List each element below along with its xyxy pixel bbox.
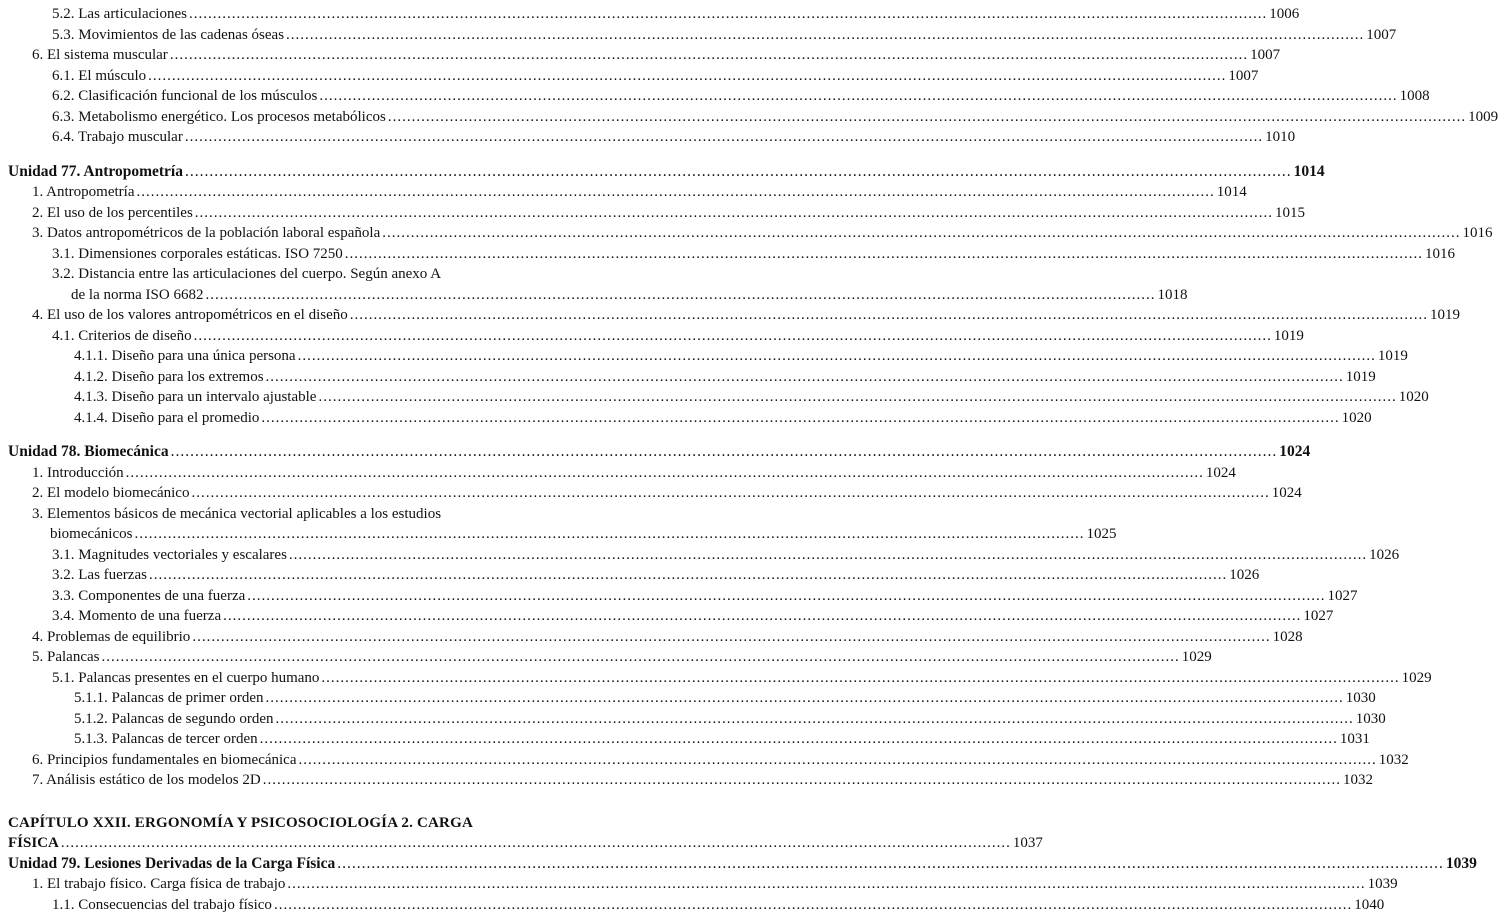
spacer — [0, 428, 600, 442]
page-number: 1028 — [1273, 627, 1303, 648]
dot-leader — [345, 244, 1423, 265]
page-number: 1007 — [1228, 66, 1258, 87]
page-number: 1007 — [1250, 45, 1280, 66]
dot-leader — [136, 182, 1214, 203]
dot-leader: ........................................................................................................................................................................................................ — [205, 285, 1155, 306]
toc-entry — [0, 66, 600, 87]
dot-leader — [195, 203, 1273, 224]
page-number: 1029 — [1402, 668, 1432, 689]
entry-label: 1. El trabajo físico. Carga física de trabajo — [32, 874, 285, 895]
toc-entry — [0, 586, 600, 607]
page-number: 1026 — [1369, 545, 1399, 566]
entry-label: 3.4. Momento de una fuerza — [52, 606, 221, 627]
entry-label-line2: biomecánicos — [50, 524, 132, 545]
dot-leader — [321, 668, 1399, 689]
table-of-contents — [0, 4, 600, 915]
page-number: 1027 — [1328, 586, 1358, 607]
page-number: 1019 — [1430, 305, 1460, 326]
entry-label: 5.1.3. Palancas de tercer orden — [74, 729, 258, 750]
dot-leader — [266, 688, 1344, 709]
toc-entry — [0, 729, 600, 750]
entry-label: 2. El uso de los percentiles — [32, 203, 193, 224]
page-number: 1032 — [1379, 750, 1409, 771]
dot-leader — [247, 586, 1325, 607]
dot-leader — [192, 627, 1270, 648]
page-number: 1030 — [1356, 709, 1386, 730]
page-number: 1019 — [1346, 367, 1376, 388]
unit-title: Unidad 79. Lesiones Derivadas de la Carga Física — [8, 854, 335, 875]
page-number: 1018 — [1157, 285, 1187, 306]
entry-label: 5.1.1. Palancas de primer orden — [74, 688, 264, 709]
toc-unit-79-heading — [0, 854, 600, 875]
dot-leader — [170, 45, 1248, 66]
page-number: 1009 — [1468, 107, 1498, 128]
entry-label: 5.2. Las articulaciones — [52, 4, 187, 25]
entry-label: 5.1. Palancas presentes en el cuerpo humano — [52, 668, 319, 689]
entry-label: 4.1.3. Diseño para un intervalo ajustable — [74, 387, 316, 408]
toc-unit-77-heading — [0, 162, 600, 183]
page-number: 1019 — [1274, 326, 1304, 347]
page-number: 1016 — [1462, 223, 1492, 244]
entry-label: 3.1. Dimensiones corporales estáticas. ISO 7250 — [52, 244, 343, 265]
page-number: 1024 — [1206, 463, 1236, 484]
entry-label: 4.1.2. Diseño para los extremos — [74, 367, 264, 388]
toc-entry — [0, 565, 600, 586]
dot-leader — [191, 483, 1269, 504]
page-number: 1029 — [1182, 647, 1212, 668]
toc-entry — [0, 244, 600, 265]
toc-entry — [0, 127, 600, 148]
dot-leader — [263, 770, 1341, 791]
dot-leader — [266, 367, 1344, 388]
toc-entry-wrapped — [0, 504, 600, 545]
entry-label: 5.1.2. Palancas de segundo orden — [74, 709, 274, 730]
toc-section-muscular — [0, 4, 600, 148]
toc-entry — [0, 709, 600, 730]
entry-label: 6.2. Clasificación funcional de los músculos — [52, 86, 317, 107]
page-number: 1031 — [1340, 729, 1370, 750]
toc-unit-78-items-a — [0, 463, 600, 504]
entry-label-line1: 3.2. Distancia entre las articulaciones del cuerpo. Según anexo A — [52, 264, 592, 285]
toc-entry — [0, 895, 600, 915]
dot-leader — [299, 750, 1377, 771]
toc-entry-wrapped — [0, 264, 600, 305]
page-number: 1014 — [1217, 182, 1247, 203]
toc-unit-77-items-b — [0, 305, 600, 428]
toc-entry — [0, 223, 600, 244]
dot-leader — [289, 545, 1367, 566]
toc-entry — [0, 45, 600, 66]
page-number: 1015 — [1275, 203, 1305, 224]
toc-entry — [0, 305, 600, 326]
entry-label: 3.3. Componentes de una fuerza — [52, 586, 245, 607]
page-number: 1020 — [1399, 387, 1429, 408]
toc-entry — [0, 647, 600, 668]
page-number: 1010 — [1265, 127, 1295, 148]
page-number: 1030 — [1346, 688, 1376, 709]
page-number: 1007 — [1366, 25, 1396, 46]
toc-entry — [0, 326, 600, 347]
dot-leader — [388, 107, 1466, 128]
entry-label: 3.2. Las fuerzas — [52, 565, 147, 586]
dot-leader — [149, 565, 1227, 586]
page-number: 1014 — [1294, 162, 1325, 183]
dot-leader — [286, 25, 1364, 46]
toc-unit-79-items — [0, 874, 600, 915]
spacer — [0, 148, 600, 162]
dot-leader — [276, 709, 1354, 730]
page-number: 1039 — [1368, 874, 1398, 895]
toc-entry — [0, 182, 600, 203]
unit-title: Unidad 78. Biomecánica — [8, 442, 169, 463]
entry-label: 4.1.4. Diseño para el promedio — [74, 408, 259, 429]
chapter-title-line1: CAPÍTULO XXII. ERGONOMÍA Y PSICOSOCIOLOGÍA 2. CARGA — [8, 813, 592, 834]
entry-label: 1. Introducción — [32, 463, 124, 484]
page-number: 1024 — [1279, 442, 1310, 463]
entry-label: 6.3. Metabolismo energético. Los procesos metabólicos — [52, 107, 386, 128]
toc-unit-77-items-a — [0, 182, 600, 264]
unit-title: Unidad 77. Antropometría — [8, 162, 183, 183]
page-number: 1006 — [1269, 4, 1299, 25]
toc-entry — [0, 483, 600, 504]
toc-entry — [0, 627, 600, 648]
toc-entry — [0, 668, 600, 689]
dot-leader — [101, 647, 1179, 668]
page-number: 1019 — [1378, 346, 1408, 367]
toc-entry — [0, 750, 600, 771]
dot-leader — [260, 729, 1338, 750]
entry-label: 6. El sistema muscular — [32, 45, 168, 66]
entry-label: 2. El modelo biomecánico — [32, 483, 189, 504]
toc-entry — [0, 25, 600, 46]
spacer — [0, 791, 600, 813]
dot-leader — [298, 346, 1376, 367]
dot-leader — [337, 854, 1444, 875]
page-number: 1027 — [1303, 606, 1333, 627]
page-number: 1016 — [1425, 244, 1455, 265]
entry-label-line2: de la norma ISO 6682 — [71, 285, 203, 306]
page-number: 1032 — [1343, 770, 1373, 791]
dot-leader — [185, 162, 1292, 183]
entry-label: 5.3. Movimientos de las cadenas óseas — [52, 25, 284, 46]
toc-entry — [0, 107, 600, 128]
toc-entry — [0, 4, 600, 25]
dot-leader — [319, 86, 1397, 107]
dot-leader — [171, 442, 1278, 463]
dot-leader — [189, 4, 1267, 25]
dot-leader — [194, 326, 1272, 347]
toc-entry — [0, 346, 600, 367]
entry-label: 6. Principios fundamentales en biomecánica — [32, 750, 297, 771]
page-number: 1026 — [1229, 565, 1259, 586]
page-number: 1024 — [1272, 483, 1302, 504]
toc-entry — [0, 688, 600, 709]
page-number: 1008 — [1400, 86, 1430, 107]
entry-label-line1: 3. Elementos básicos de mecánica vectorial aplicables a los estudios — [32, 504, 592, 525]
dot-leader — [382, 223, 1460, 244]
page-number: 1040 — [1354, 895, 1384, 915]
entry-label: 6.4. Trabajo muscular — [52, 127, 183, 148]
dot-leader — [261, 408, 1339, 429]
page-number: 1020 — [1342, 408, 1372, 429]
entry-label: 4. El uso de los valores antropométricos en el diseño — [32, 305, 348, 326]
toc-entry — [0, 203, 600, 224]
dot-leader — [185, 127, 1263, 148]
toc-entry — [0, 463, 600, 484]
toc-entry — [0, 86, 600, 107]
page-number: 1039 — [1446, 854, 1477, 875]
entry-label: 4. Problemas de equilibrio — [32, 627, 190, 648]
toc-entry — [0, 387, 600, 408]
page-number: 1037 — [1013, 833, 1043, 854]
entry-label: 6.1. El músculo — [52, 66, 146, 87]
dot-leader — [350, 305, 1428, 326]
dot-leader — [223, 606, 1301, 627]
toc-entry — [0, 874, 600, 895]
dot-leader — [318, 387, 1396, 408]
toc-chapter-22-heading — [0, 813, 600, 854]
entry-label: 1.1. Consecuencias del trabajo físico — [52, 895, 272, 915]
dot-leader — [287, 874, 1365, 895]
toc-entry — [0, 367, 600, 388]
toc-entry — [0, 545, 600, 566]
dot-leader: ........................................................................................................................................................................................................ — [61, 833, 1011, 854]
dot-leader — [126, 463, 1204, 484]
toc-unit-78-items-b — [0, 545, 600, 791]
entry-label: 1. Antropometría — [32, 182, 134, 203]
dot-leader — [274, 895, 1352, 915]
entry-label: 4.1.1. Diseño para una única persona — [74, 346, 296, 367]
page-number: 1025 — [1086, 524, 1116, 545]
entry-label: 3. Datos antropométricos de la población laboral española — [32, 223, 380, 244]
dot-leader: ........................................................................................................................................................................................................ — [134, 524, 1084, 545]
chapter-title-line2: FÍSICA — [8, 833, 59, 854]
toc-unit-78-heading — [0, 442, 600, 463]
dot-leader — [148, 66, 1226, 87]
toc-entry — [0, 770, 600, 791]
toc-entry — [0, 408, 600, 429]
entry-label: 5. Palancas — [32, 647, 99, 668]
entry-label: 7. Análisis estático de los modelos 2D — [32, 770, 261, 791]
entry-label: 3.1. Magnitudes vectoriales y escalares — [52, 545, 287, 566]
entry-label: 4.1. Criterios de diseño — [52, 326, 192, 347]
toc-entry — [0, 606, 600, 627]
